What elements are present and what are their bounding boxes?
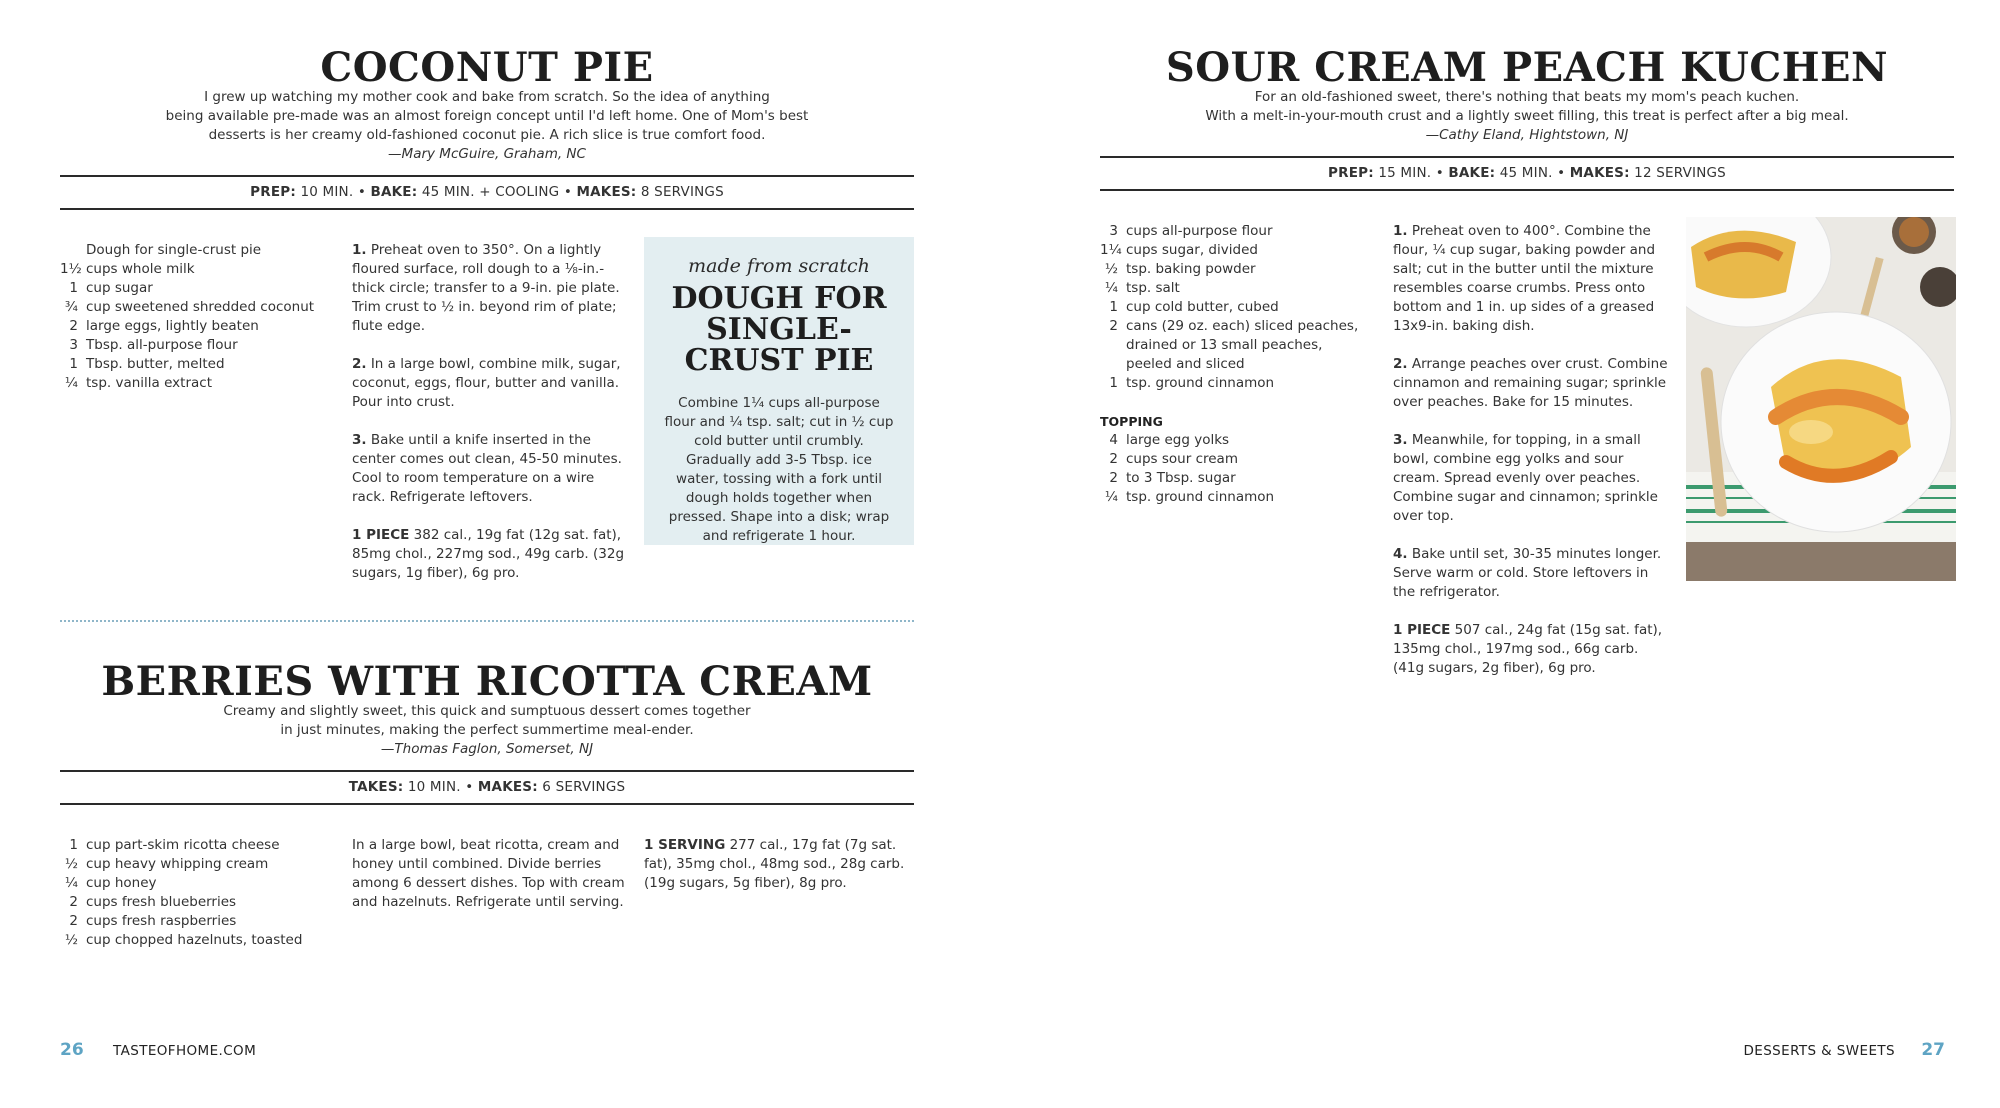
divider bbox=[60, 175, 914, 177]
nutrition-facts: 1 PIECE 382 cal., 19g fat (12g sat. fat), 85mg chol., 227mg sod., 49g carb. (32g sugars, 1g fiber), 6g pro. bbox=[352, 527, 625, 581]
berries-meta bbox=[60, 779, 914, 795]
intro-line: being available pre-made was an almost foreign concept until I'd left home. One of Mom's best bbox=[165, 108, 809, 124]
direction-step: 3. Bake until a knife inserted in the center comes out clean, 45-50 minutes. Cool to room temperature on a wire rack. Refrigerate leftovers. bbox=[352, 432, 622, 505]
coconut-pie-author: —Mary McGuire, Graham, NC bbox=[388, 146, 586, 162]
ingredient: ¾ cup sweetened shredded coconut bbox=[64, 299, 315, 315]
ingredient: 2 cups fresh raspberries bbox=[69, 913, 237, 929]
ingredient: 1½ cups whole milk bbox=[60, 261, 195, 277]
meta-label: PREP: bbox=[1328, 165, 1374, 181]
ingredient: ¼ tsp. ground cinnamon bbox=[1104, 489, 1275, 505]
ingredient: ½ cup chopped hazelnuts, toasted bbox=[64, 932, 303, 948]
meta-label: TAKES: bbox=[348, 779, 404, 795]
ingredient: ½ cup heavy whipping cream bbox=[64, 856, 269, 872]
ingredient: 2 cups sour cream bbox=[1109, 451, 1238, 467]
sidebar-body: Combine 1¼ cups all-purpose flour and ¼ tsp. salt; cut in ½ cup cold butter until crumbly. Gradually add 3-5 Tbsp. ice water, tossing with a fork until dough holds together when pressed. Shape into a disk; wrap and refrigerate 1 hour. bbox=[664, 395, 894, 544]
meta-value: 10 MIN. bbox=[300, 184, 354, 200]
meta-separator: • bbox=[353, 184, 371, 200]
ingredient: Dough for single-crust pie bbox=[86, 242, 262, 258]
kuchen-author: —Cathy Eland, Hightstown, NJ bbox=[1425, 127, 1629, 143]
ingredient: 3 Tbsp. all-purpose flour bbox=[69, 337, 238, 353]
meta-value: 8 SERVINGS bbox=[640, 184, 724, 200]
meta-label: MAKES: bbox=[576, 184, 637, 200]
intro-line: in just minutes, making the perfect summertime meal-ender. bbox=[280, 722, 694, 738]
direction-text: In a large bowl, beat ricotta, cream and honey until combined. Divide berries among 6 dessert dishes. Top with cream and hazelnuts. Refrigerate until serving. bbox=[352, 837, 625, 910]
sidebar-title: DOUGH FOR SINGLE-CRUST PIE bbox=[671, 281, 887, 378]
peach-kuchen-photo bbox=[1686, 217, 1956, 581]
ingredient: 1 cup part-skim ricotta cheese bbox=[69, 837, 280, 853]
page-number-right: 27 bbox=[1921, 1040, 1945, 1060]
meta-value: 6 SERVINGS bbox=[542, 779, 626, 795]
meta-value: 15 MIN. bbox=[1378, 165, 1432, 181]
ingredient: 1 cup sugar bbox=[69, 280, 153, 296]
meta-separator: • bbox=[1552, 165, 1570, 181]
divider bbox=[1100, 156, 1954, 158]
coconut-pie-title: COCONUT PIE bbox=[320, 44, 654, 91]
coconut-pie-meta bbox=[60, 184, 914, 200]
ingredient: 2 to 3 Tbsp. sugar bbox=[1109, 470, 1236, 486]
ingredient: 2 cups fresh blueberries bbox=[69, 894, 237, 910]
ingredient: 1 tsp. ground cinnamon bbox=[1109, 375, 1275, 391]
kuchen-intro bbox=[1100, 88, 1954, 145]
kuchen-meta bbox=[1100, 165, 1954, 181]
divider bbox=[60, 770, 914, 772]
intro-line: Creamy and slightly sweet, this quick and sumptuous dessert comes together bbox=[223, 703, 751, 719]
meta-label: MAKES: bbox=[1569, 165, 1630, 181]
ingredient: 1¼ cups sugar, divided bbox=[1100, 242, 1258, 258]
page-number-left: 26 bbox=[60, 1040, 84, 1060]
meta-label: PREP: bbox=[250, 184, 296, 200]
meta-value: 12 SERVINGS bbox=[1634, 165, 1726, 181]
meta-label: BAKE: bbox=[370, 184, 418, 200]
topping-heading: TOPPING bbox=[1100, 414, 1163, 429]
berries-directions bbox=[352, 836, 628, 931]
meta-label: MAKES: bbox=[477, 779, 538, 795]
ingredient: 3 cups all-purpose flour bbox=[1109, 223, 1273, 239]
divider bbox=[60, 803, 914, 805]
berries-title: BERRIES WITH RICOTTA CREAM bbox=[101, 658, 873, 705]
berries-intro bbox=[60, 702, 914, 759]
intro-line: For an old-fashioned sweet, there's nothing that beats my mom's peach kuchen. bbox=[1254, 89, 1800, 105]
coconut-pie-intro bbox=[60, 88, 914, 164]
direction-step: 2. Arrange peaches over crust. Combine cinnamon and remaining sugar; sprinkle over peaches. Bake for 15 minutes. bbox=[1393, 356, 1668, 410]
ingredient: ¼ tsp. vanilla extract bbox=[64, 375, 213, 391]
kuchen-ingredients bbox=[1100, 222, 1370, 507]
sidebar-kicker: made from scratch bbox=[688, 255, 870, 277]
kuchen-directions bbox=[1393, 222, 1669, 697]
coconut-pie-directions bbox=[352, 241, 628, 602]
divider bbox=[60, 208, 914, 210]
ingredient: 2 large eggs, lightly beaten bbox=[69, 318, 259, 334]
ingredient: 1 cup cold butter, cubed bbox=[1109, 299, 1279, 315]
direction-step: 1. Preheat oven to 350°. On a lightly floured surface, roll dough to a ⅛-in.-thick circle; transfer to a 9-in. pie plate. Trim crust to ½ in. beyond rim of plate; flute edge. bbox=[352, 242, 620, 334]
ingredient: 1 Tbsp. butter, melted bbox=[69, 356, 225, 372]
nutrition-facts: 1 PIECE 507 cal., 24g fat (15g sat. fat), 135mg chol., 197mg sod., 66g carb. (41g sugars, 2g fiber), 6g pro. bbox=[1393, 622, 1663, 676]
meta-value: 45 MIN. bbox=[1499, 165, 1553, 181]
direction-step: 1. Preheat oven to 400°. Combine the flour, ¼ cup sugar, baking powder and salt; cut in the butter until the mixture resembles coarse crumbs. Press onto bottom and 1 in. up sides of a greased 13x9-in. baking dish. bbox=[1393, 223, 1656, 334]
section-divider bbox=[60, 620, 914, 622]
meta-separator: • bbox=[460, 779, 478, 795]
intro-line: desserts is her creamy old-fashioned coconut pie. A rich slice is true comfort food. bbox=[208, 127, 766, 143]
meta-value: 10 MIN. bbox=[407, 779, 461, 795]
berries-ingredients bbox=[60, 836, 320, 950]
direction-step: 4. Bake until set, 30-35 minutes longer. Serve warm or cold. Store leftovers in the refrigerator. bbox=[1393, 546, 1662, 600]
berries-author: —Thomas Faglon, Somerset, NJ bbox=[380, 741, 594, 757]
footer-section: DESSERTS & SWEETS bbox=[1743, 1043, 1895, 1059]
made-from-scratch-sidebar bbox=[644, 237, 914, 545]
divider bbox=[1100, 189, 1954, 191]
kuchen-title: SOUR CREAM PEACH KUCHEN bbox=[1165, 44, 1889, 91]
meta-separator: • bbox=[559, 184, 577, 200]
ingredient: 4 large egg yolks bbox=[1109, 432, 1230, 448]
coconut-pie-ingredients bbox=[60, 241, 320, 393]
ingredient: ¼ cup honey bbox=[64, 875, 157, 891]
intro-line: With a melt-in-your-mouth crust and a lightly sweet filling, this treat is perfect after a big meal. bbox=[1205, 108, 1849, 124]
meta-separator: • bbox=[1431, 165, 1449, 181]
footer-site: TASTEOFHOME.COM bbox=[113, 1043, 257, 1059]
ingredient: ¼ tsp. salt bbox=[1104, 280, 1180, 296]
intro-line: I grew up watching my mother cook and bake from scratch. So the idea of anything bbox=[204, 89, 770, 105]
berries-nutrition: 1 SERVING 277 cal., 17g fat (7g sat. fat), 35mg chol., 48mg sod., 28g carb. (19g sugars, 5g fiber), 8g pro. bbox=[644, 837, 905, 891]
ingredient: 2 cans (29 oz. each) sliced peaches, drained or 13 small peaches, peeled and sliced bbox=[1109, 318, 1359, 372]
direction-step: 3. Meanwhile, for topping, in a small bowl, combine egg yolks and sour cream. Spread evenly over peaches. Combine sugar and cinnamon; sprinkle over top. bbox=[1393, 432, 1658, 524]
meta-label: BAKE: bbox=[1448, 165, 1496, 181]
direction-step: 2. In a large bowl, combine milk, sugar, coconut, eggs, flour, butter and vanilla. Pour into crust. bbox=[352, 356, 621, 410]
ingredient: ½ tsp. baking powder bbox=[1104, 261, 1256, 277]
meta-value: 45 MIN. + COOLING bbox=[421, 184, 560, 200]
photo-illustration bbox=[1686, 217, 1956, 581]
